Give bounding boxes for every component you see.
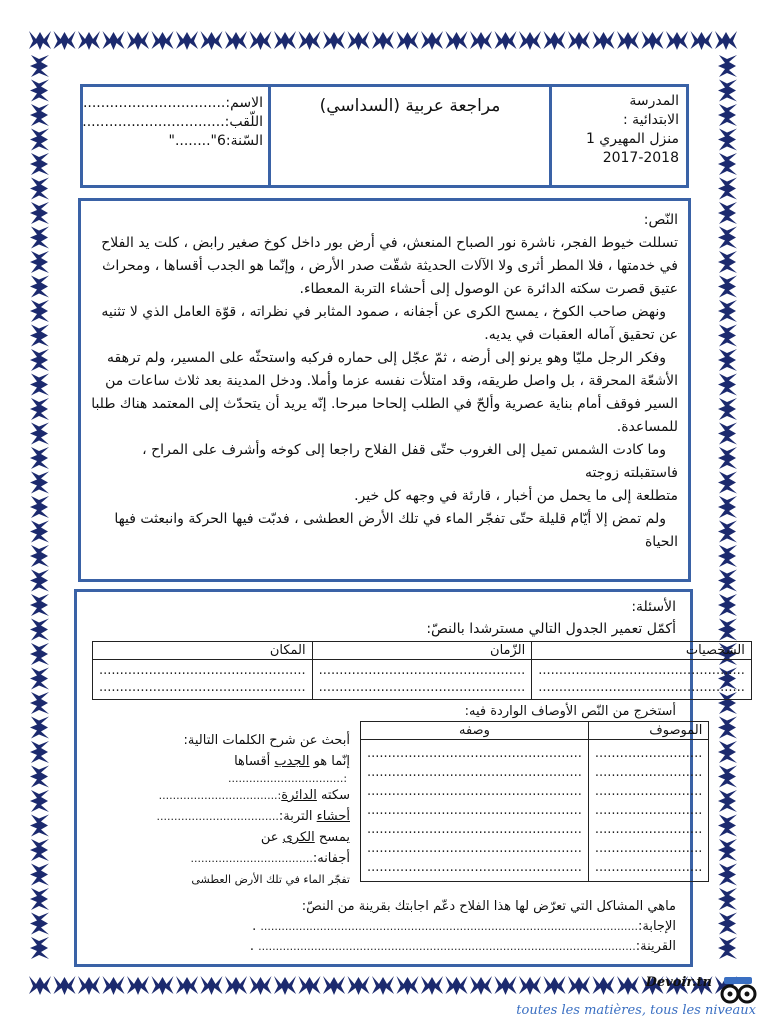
bird-ornament: [718, 153, 737, 175]
bird-ornament: [718, 129, 737, 151]
bird-ornament: [568, 31, 590, 50]
question-2: أستخرج من النّص الأوصاف الواردة فيه:: [464, 704, 676, 719]
bird-ornament: [54, 31, 76, 50]
bird-ornament: [718, 55, 737, 77]
bird-ornament: [30, 594, 49, 616]
bird-ornament: [30, 692, 49, 714]
table-header: وصفه: [361, 722, 589, 740]
bird-ornament: [718, 570, 737, 592]
bird-ornament: [225, 31, 247, 50]
bird-ornament: [30, 545, 49, 567]
answer-cell[interactable]: [588, 740, 708, 882]
table-header: الشخصيات: [532, 642, 752, 660]
bird-ornament: [323, 976, 345, 995]
bird-ornament: [470, 31, 492, 50]
bird-ornament: [718, 178, 737, 200]
bird-ornament: [30, 178, 49, 200]
dotted-line: ....................................................: [367, 822, 582, 837]
bird-ornament: [30, 937, 49, 959]
bird-ornament: [30, 496, 49, 518]
answer-cell[interactable]: .................................................. ..................................................: [532, 660, 752, 700]
question-3-title: أبحث عن شرح الكلمات التالية:: [183, 733, 350, 748]
bird-ornament: [593, 31, 615, 50]
bird-ornament: [54, 976, 76, 995]
site-tagline: toutes les matières, tous les niveaux: [516, 1003, 756, 1018]
bird-ornament: [718, 545, 737, 567]
site-name: Devoir.tn: [645, 975, 712, 990]
bird-ornament: [718, 741, 737, 763]
bird-ornament: [250, 976, 272, 995]
bird-ornament: [718, 423, 737, 445]
bird-ornament: [372, 976, 394, 995]
table-header: الزّمان: [312, 642, 532, 660]
bird-ornament: [718, 325, 737, 347]
dotted-line: ....................................................: [367, 803, 582, 818]
bird-ornament: [495, 31, 517, 50]
bird-ornament: [274, 31, 296, 50]
bird-ornament: [718, 839, 737, 861]
bird-ornament: [421, 976, 443, 995]
bird-ornament: [718, 80, 737, 102]
question-1: أكمّل تعمير الجدول التالي مسترشدا بالنصّ:: [426, 621, 676, 637]
vocab-item: سكته الدائرة:..................................: [158, 788, 350, 803]
bird-ornament: [642, 31, 664, 50]
school-year: 2017-2018: [602, 150, 679, 166]
bird-ornament: [372, 31, 394, 50]
bird-ornament: [718, 717, 737, 739]
bird-ornament: [78, 31, 100, 50]
bird-ornament: [30, 300, 49, 322]
bird-ornament: [30, 153, 49, 175]
school-info-cell: [552, 86, 685, 186]
dotted-line: ..........................: [594, 860, 703, 875]
bird-ornament: [30, 104, 49, 126]
bird-ornament: [718, 202, 737, 224]
bird-ornament: [397, 31, 419, 50]
bird-ornament: [103, 976, 125, 995]
dotted-line: ....................................................: [367, 784, 582, 799]
dotted-line: ..........................: [594, 841, 703, 856]
bird-ornament: [718, 276, 737, 298]
worksheet-title: مراجعة عربية (السداسي): [319, 96, 501, 116]
school-type: الابتدائية :: [622, 112, 679, 128]
dotted-line: ..........................: [594, 765, 703, 780]
table-header: المكان: [93, 642, 313, 660]
bird-ornament: [30, 717, 49, 739]
bird-ornament: [718, 888, 737, 910]
bird-ornament: [30, 276, 49, 298]
bird-ornament: [30, 741, 49, 763]
bird-ornament: [225, 976, 247, 995]
bird-ornament: [30, 668, 49, 690]
dotted-line: ..........................: [594, 803, 703, 818]
bird-ornament: [201, 976, 223, 995]
bird-ornament: [691, 31, 713, 50]
school-name: منزل المهيري 1: [585, 131, 679, 147]
answer-cell[interactable]: .................................................. ..................................................: [312, 660, 532, 700]
bird-ornament: [30, 251, 49, 273]
bird-ornament: [152, 31, 174, 50]
answer-cell[interactable]: .................................................. ..................................................: [93, 660, 313, 700]
bird-ornament: [30, 227, 49, 249]
bird-ornament: [718, 251, 737, 273]
vocab-item: إنّما هو الجدب أقساها: [234, 754, 350, 769]
bird-ornament: [718, 349, 737, 371]
bird-ornament: [176, 976, 198, 995]
bird-ornament: [29, 976, 51, 995]
bird-ornament: [718, 864, 737, 886]
bird-ornament: [718, 594, 737, 616]
bird-ornament: [30, 202, 49, 224]
bird-ornament: [30, 472, 49, 494]
bird-ornament: [299, 976, 321, 995]
bird-ornament: [718, 227, 737, 249]
vocab-item: أجفانه:...................................: [190, 851, 350, 866]
bird-ornament: [617, 31, 639, 50]
bird-ornament: [274, 976, 296, 995]
bird-ornament: [718, 790, 737, 812]
bird-ornament: [176, 31, 198, 50]
bird-ornament: [718, 815, 737, 837]
devoir-logo: [472, 975, 764, 1023]
text-paragraph: ونهض صاحب الكوخ ، يمسح الكرى عن أجفانه ، صمود المثابر في نظراته ، قوّة العامل الذي لا تثنيه عن تحقيق آماله العقبات في يديه.: [101, 304, 678, 343]
evidence-line[interactable]: القرينة:............................................................................................................ .: [249, 939, 676, 954]
student-year-field: السّنة:6"........": [168, 133, 263, 149]
bird-ornament: [30, 398, 49, 420]
bird-ornament: [30, 790, 49, 812]
bird-ornament: [519, 31, 541, 50]
text-paragraph: تسللت خيوط الفجر، ناشرة نور الصباح المنعش، في أرض بور داخل كوخ صغير رابض ، كلت يد الفلاح في خدمتها ، فلا المطر أثرى ولا الآلات الحديثة شقّت صدر الأرض ، وإنّما هو الجدب أقساها ، ومحراث عتيق قصرت سكته الدائرة عن الوصول إلى أحشاء التربة المعطاء.: [101, 235, 678, 297]
bird-ornament: [348, 976, 370, 995]
bird-ornament: [201, 31, 223, 50]
bird-ornament: [718, 104, 737, 126]
bird-ornament: [30, 129, 49, 151]
student-info-cell: [84, 86, 269, 186]
bird-ornament: [397, 976, 419, 995]
text-heading: النّص:: [643, 212, 678, 228]
bird-ornament: [30, 349, 49, 371]
dotted-line: ....................................................: [367, 860, 582, 875]
bird-ornament: [446, 31, 468, 50]
answer-line[interactable]: الإجابة:............................................................................................................ .: [252, 919, 676, 934]
bird-ornament: [718, 496, 737, 518]
bird-ornament: [30, 864, 49, 886]
bird-ornament: [718, 619, 737, 641]
text-paragraph: وما كادت الشمس تميل إلى الغروب حتّى قفل الفلاح راجعا إلى كوخه وأشرف على المراح ، فاستقبلته زوجته: [142, 442, 678, 481]
bird-ornament: [544, 31, 566, 50]
dotted-line: ....................................................: [367, 746, 582, 761]
bird-ornament: [30, 521, 49, 543]
bird-ornament: [718, 300, 737, 322]
bird-ornament: [152, 976, 174, 995]
bird-ornament: [666, 31, 688, 50]
bird-ornament: [348, 31, 370, 50]
dotted-line: ..........................: [594, 746, 703, 761]
bird-ornament: [718, 766, 737, 788]
text-paragraph: وفكر الرجل مليّا وهو يرنو إلى أرضه ، ثمّ عجّل إلى حماره فركبه واستحثّه على المسير، ولم ترهقه الأشعّة المحرقة ، بل واصل طريقه، وقد امتلأت نفسه عزما وأملا. ودخل المدينة بعد ثلاث ساعات من السير فوقف أمام بناية عصرية وألحّ في الطلب إلحاحا مبرحا. إنّه يريد أن يتحدّث إلى المعتمد هناك طلبا للمساعدة.: [91, 350, 678, 435]
bird-ornament: [103, 31, 125, 50]
vocab-item: تفجّر الماء في تلك الأرض العطشى: [191, 873, 350, 886]
student-name-field: الاسم:................................: [82, 95, 263, 111]
bird-ornament: [715, 31, 737, 50]
bird-ornament: [127, 31, 149, 50]
dotted-line: ..........................: [594, 822, 703, 837]
school-label: المدرسة: [629, 93, 679, 109]
bird-ornament: [718, 913, 737, 935]
characters-time-place-table: [92, 641, 752, 700]
bird-ornament: [127, 976, 149, 995]
bird-ornament: [30, 570, 49, 592]
bird-ornament: [30, 325, 49, 347]
reading-text-box: [78, 198, 691, 582]
vocab-item: يمسح الكرى عن: [260, 830, 350, 845]
bird-ornament: [30, 839, 49, 861]
bird-ornament: [718, 937, 737, 959]
table-header: الموصوف: [588, 722, 708, 740]
bird-ornament: [718, 398, 737, 420]
dotted-line: ....................................................: [367, 765, 582, 780]
text-paragraph: متطلعة إلى ما يحمل من أخبار ، قارئة في وجهه كل خير.: [354, 488, 678, 504]
bird-ornament: [30, 888, 49, 910]
bird-ornament: [718, 374, 737, 396]
question-4: ماهي المشاكل التي تعرّض لها هذا الفلاح دعّم اجابتك بقرينة من النصّ:: [301, 899, 676, 914]
bird-ornament: [30, 423, 49, 445]
glasses-icon: [718, 975, 758, 1005]
bird-ornament: [30, 913, 49, 935]
bird-ornament: [446, 976, 468, 995]
bird-ornament: [323, 31, 345, 50]
answer-cell[interactable]: [361, 740, 589, 882]
dotted-line: ....................................................: [367, 841, 582, 856]
bird-ornament: [30, 374, 49, 396]
question-3-vocabulary: [118, 730, 350, 886]
bird-ornament: [421, 31, 443, 50]
bird-ornament: [250, 31, 272, 50]
bird-ornament: [718, 521, 737, 543]
descriptions-table: [360, 721, 709, 882]
bird-ornament: [299, 31, 321, 50]
bird-ornament: [30, 619, 49, 641]
vocab-answer[interactable]: :.................................: [228, 772, 348, 785]
vocab-item: أحشاء التربة:...................................: [156, 809, 350, 824]
bird-ornament: [30, 766, 49, 788]
dotted-line: ..........................: [594, 784, 703, 799]
bird-ornament: [30, 447, 49, 469]
questions-heading: الأسئلة:: [631, 599, 676, 615]
bird-ornament: [78, 976, 100, 995]
bird-ornament: [29, 31, 51, 50]
bird-ornament: [718, 472, 737, 494]
bird-ornament: [30, 643, 49, 665]
text-paragraph: ولم تمض إلا أيّام قليلة حتّى تفجّر الماء في تلك الأرض العطشى ، فدبّت فيها الحركة وانبعثت فيها الحياة: [114, 511, 678, 550]
bird-ornament: [30, 815, 49, 837]
bird-ornament: [718, 447, 737, 469]
student-surname-field: اللّقب:................................: [82, 114, 263, 130]
bird-ornament: [30, 55, 49, 77]
bird-ornament: [30, 80, 49, 102]
